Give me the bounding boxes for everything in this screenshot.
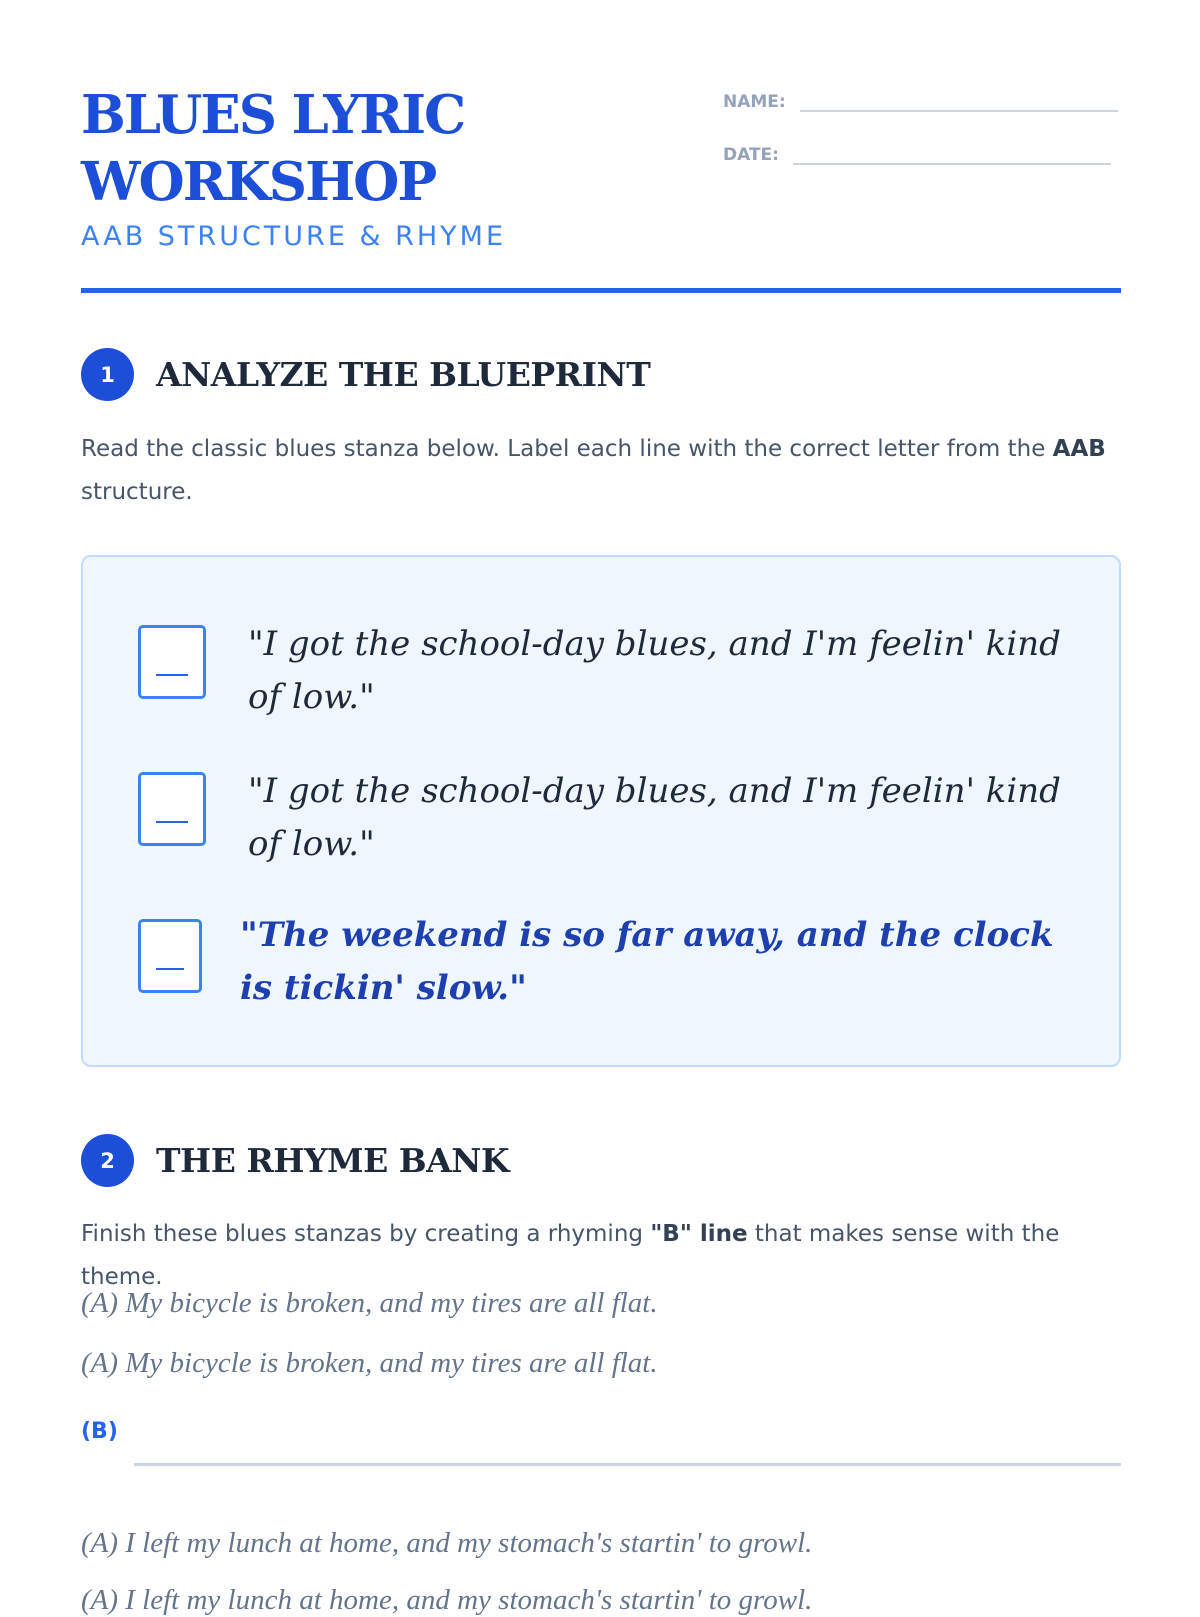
rhyme-a-line: (A) My bicycle is broken, and my tires are all flat. — [81, 1287, 658, 1319]
date-label: DATE: — [723, 145, 779, 165]
lyric-line: "I got the school-day blues, and I'm feelin' kind of low." — [248, 771, 1061, 864]
stanza-line-3 — [138, 915, 1060, 1015]
title-line-1: BLUES LYRIC — [81, 84, 465, 146]
line-label-input[interactable] — [138, 625, 206, 699]
line-label-input[interactable] — [138, 919, 202, 993]
section-2-heading — [81, 1134, 509, 1187]
label-blank — [156, 968, 184, 970]
section-title: ANALYZE THE BLUEPRINT — [156, 355, 651, 394]
b-line-answer-field[interactable] — [134, 1463, 1121, 1466]
worksheet-title — [81, 82, 464, 216]
instructions-emphasis: "B" line — [650, 1221, 748, 1247]
section-number-badge: 2 — [81, 1134, 134, 1187]
instructions-emphasis: AAB — [1052, 436, 1106, 462]
name-field[interactable] — [800, 90, 1118, 112]
section-title: THE RHYME BANK — [156, 1141, 510, 1180]
instructions-text-end: that makes sense with the theme. — [81, 1221, 1060, 1290]
section-1-instructions — [81, 428, 1121, 514]
instructions-text: Finish these blues stanzas by creating a rhyming — [81, 1221, 651, 1247]
date-field-row — [723, 143, 1111, 165]
rhyme-a-line: (A) I left my lunch at home, and my stomach's startin' to growl. — [81, 1527, 813, 1559]
label-blank — [156, 821, 188, 823]
date-field[interactable] — [793, 143, 1111, 165]
line-label-input[interactable] — [138, 772, 206, 846]
label-blank — [156, 674, 188, 676]
instructions-text: Read the classic blues stanza below. Label each line with the correct letter from the — [81, 436, 1053, 462]
title-line-2: WORKSHOP — [81, 151, 436, 213]
section-1-heading — [81, 348, 650, 401]
stanza-line-1 — [138, 625, 1068, 724]
worksheet-subtitle: AAB STRUCTURE & RHYME — [81, 221, 507, 252]
rhyme-a-line: (A) My bicycle is broken, and my tires are all flat. — [81, 1347, 658, 1379]
name-field-row — [723, 90, 1118, 112]
lyric-line: "I got the school-day blues, and I'm feelin' kind of low." — [248, 624, 1061, 717]
name-label: NAME: — [723, 92, 786, 112]
stanza-box — [81, 555, 1121, 1067]
instructions-text-end: structure. — [81, 479, 193, 505]
section-number-badge: 1 — [81, 348, 134, 401]
lyric-line: "The weekend is so far away, and the clock is tickin' slow." — [240, 915, 1054, 1008]
header-divider — [81, 288, 1121, 293]
rhyme-a-line: (A) I left my lunch at home, and my stomach's startin' to growl. — [81, 1584, 813, 1616]
b-line-label: (B) — [81, 1419, 118, 1444]
stanza-line-2 — [138, 772, 1068, 871]
